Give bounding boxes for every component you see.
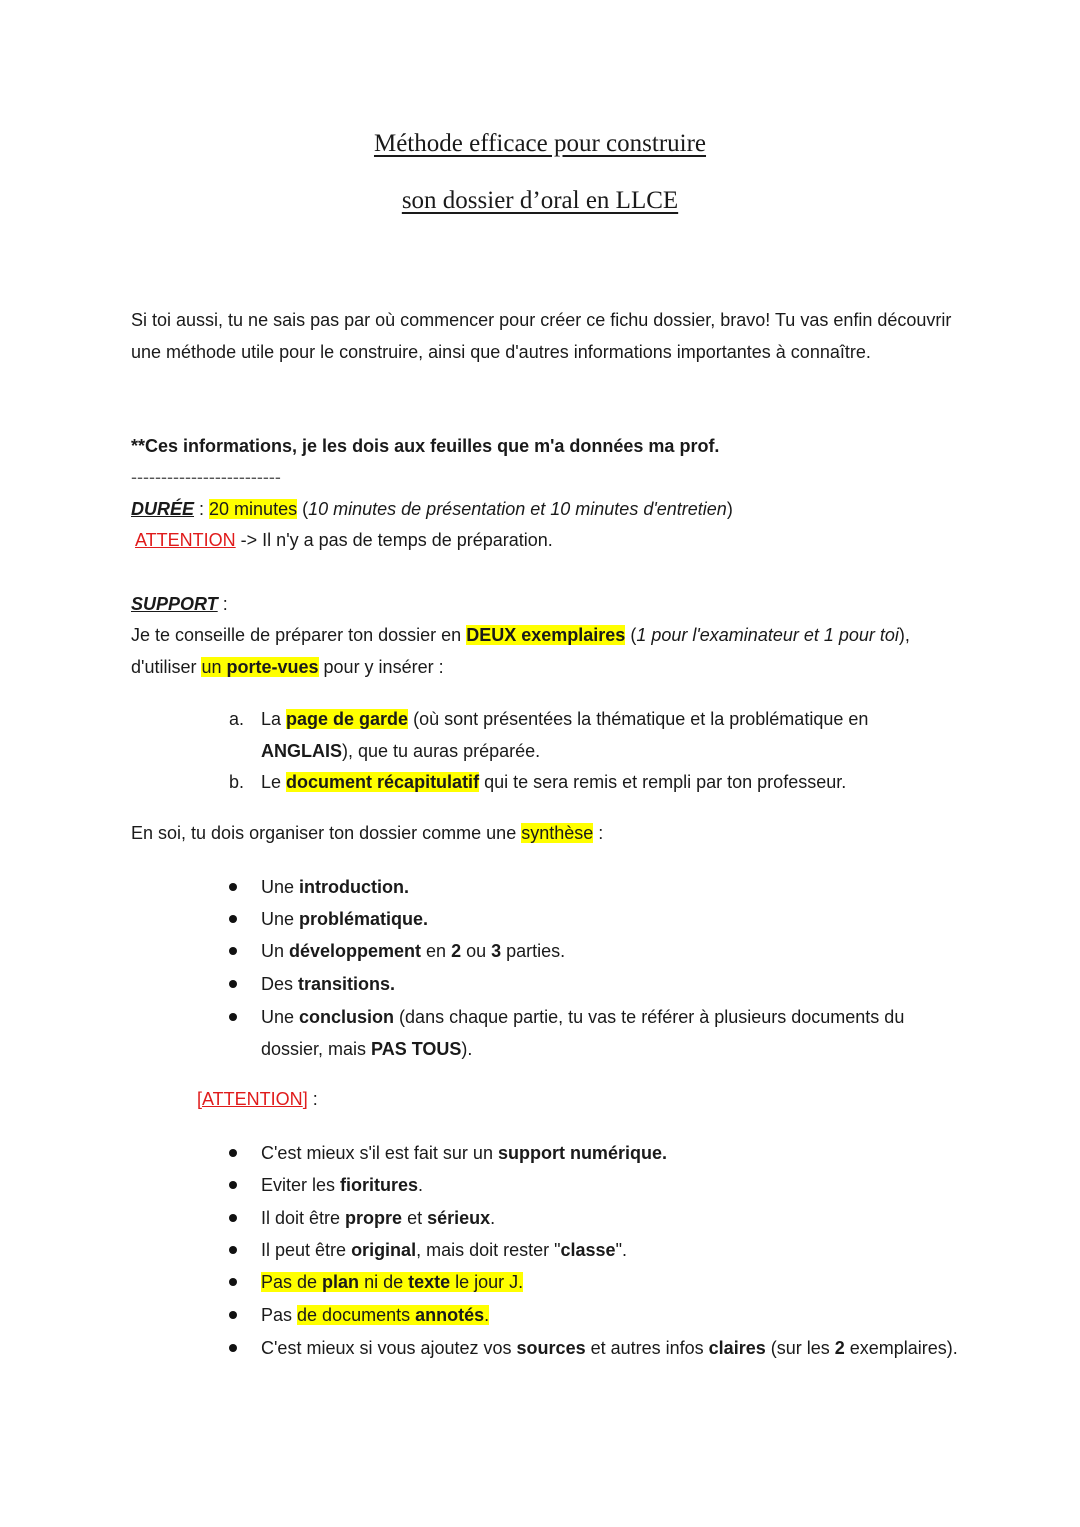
support-paren-close: ), [898, 625, 910, 645]
item-post: parties. [501, 941, 566, 961]
item-pre: Pas de [261, 1272, 323, 1292]
list-item [261, 1299, 961, 1331]
item-highlight: document récapitulatif [286, 772, 480, 792]
list-item [261, 1266, 961, 1298]
duree-paren-close: ) [726, 499, 733, 519]
attention-colon: : [307, 1089, 318, 1109]
item-bold: texte [408, 1272, 451, 1292]
item-bold: PAS TOUS [371, 1039, 462, 1059]
support-deux: DEUX exemplaires [466, 625, 626, 645]
item-bold: 3 [491, 941, 502, 961]
item-mid: et [402, 1208, 428, 1228]
page-title-line-1: Méthode efficace pour construire [373, 130, 707, 157]
item-bold: 2 [834, 1338, 845, 1358]
item-highlight: page de garde [286, 709, 409, 729]
item-mid: ni de [359, 1272, 409, 1292]
attention-text: -> Il n'y a pas de temps de préparation. [235, 530, 553, 550]
item-post: . [490, 1208, 496, 1228]
bullet-icon [229, 1181, 237, 1189]
item-pre: C'est mieux s'il est fait sur un [261, 1143, 498, 1163]
item-bold: 2 [451, 941, 462, 961]
list-item [261, 1169, 961, 1201]
item-bold: claires [708, 1338, 766, 1358]
list-item [261, 1332, 981, 1364]
item-highlight: de documents [297, 1305, 416, 1325]
item-post: exemplaires). [844, 1338, 958, 1358]
item-bold: classe [560, 1240, 616, 1260]
list-marker: a. [229, 709, 245, 729]
bullet-icon [229, 1013, 237, 1021]
bullet-icon [229, 1311, 237, 1319]
item-mid: en [421, 941, 452, 961]
attention-label: ATTENTION [135, 530, 236, 550]
item-pre: Pas [261, 1305, 298, 1325]
item-mid: , mais doit rester " [416, 1240, 561, 1260]
support-un: un [201, 656, 227, 677]
item-bold: problématique. [299, 909, 429, 929]
credit-note: **Ces informations, je les dois aux feuilles que m'a données ma prof. [131, 436, 720, 456]
list-item [261, 903, 961, 935]
list-item [261, 1137, 961, 1169]
support-p3: pour y insérer : [318, 656, 444, 677]
item-pre: Il doit être [261, 1208, 346, 1228]
duree-detail: 10 minutes de présentation et 10 minutes d'entretien [308, 499, 727, 519]
support-paren-open: ( [630, 625, 637, 645]
synthese-pre: En soi, tu dois organiser ton dossier comme une [131, 823, 522, 843]
bullet-icon [229, 1246, 237, 1254]
item-mid: ou [461, 941, 492, 961]
support-porte: porte-vues [226, 656, 319, 677]
support-colon: : [217, 594, 228, 614]
support-p1: Je te conseille de préparer ton dossier en [131, 625, 467, 645]
support-heading [131, 589, 961, 621]
item-pre: Le [261, 772, 287, 792]
support-paragraph [131, 620, 991, 683]
item-mid: (où sont présentées la thématique et la problématique en [408, 709, 869, 729]
attention-label: ATTENTION [202, 1089, 303, 1109]
item-post: le jour J. [450, 1272, 524, 1292]
list-item [261, 1234, 961, 1266]
item-bold: transitions. [298, 974, 396, 994]
attention-line [135, 525, 965, 557]
item-pre: Une [261, 877, 300, 897]
separator-line: ------------------------- [131, 467, 281, 487]
bullet-icon [229, 1344, 237, 1352]
item-pre: Une [261, 909, 300, 929]
item-post: . [484, 1305, 490, 1325]
synthese-line [131, 818, 961, 850]
item-mid: et autres infos [585, 1338, 709, 1358]
bullet-icon [229, 947, 237, 955]
item-pre: C'est mieux si vous ajoutez vos [261, 1338, 517, 1358]
support-label: SUPPORT [131, 594, 218, 614]
attention-heading [197, 1084, 1027, 1116]
item-post: qui te sera remis et rempli par ton professeur. [479, 772, 847, 792]
page-title-line-2: son dossier d’oral en LLCE [401, 187, 679, 214]
list-item [261, 968, 961, 1000]
item-bold: conclusion [299, 1007, 395, 1027]
item-bold: développement [289, 941, 422, 961]
list-item [261, 935, 961, 967]
item-pre: Il peut être [261, 1240, 352, 1260]
item-bold: plan [322, 1272, 360, 1292]
item-bold: propre [345, 1208, 403, 1228]
list-item [261, 871, 961, 903]
attention-bracket-close: ] [302, 1089, 308, 1109]
duree-label: DURÉE [131, 499, 195, 519]
duree-line [131, 494, 961, 526]
bullet-icon [229, 1278, 237, 1286]
attention-bracket-open: [ [197, 1089, 203, 1109]
duree-value: 20 minutes [209, 499, 298, 519]
item-bold: ANGLAIS [261, 741, 342, 761]
item-post: ). [461, 1039, 473, 1059]
intro-paragraph: Si toi aussi, tu ne sais pas par où commencer pour créer ce fichu dossier, bravo! Tu vas enfin découvrir une méthode utile pour le construire, ainsi que d'autres informations importantes à connaître. [131, 310, 952, 362]
bullet-icon [229, 1149, 237, 1157]
item-bold: sérieux [427, 1208, 491, 1228]
synthese-highlight: synthèse [521, 823, 594, 843]
item-bold: original [351, 1240, 417, 1260]
item-bold: fioritures [340, 1175, 419, 1195]
list-marker: b. [229, 772, 245, 792]
bullet-icon [229, 980, 237, 988]
item-pre: Un [261, 941, 290, 961]
item-mid: (dans chaque partie, tu vas te référer à plusieurs documents du dossier, mais [261, 1007, 905, 1059]
bullet-icon [229, 1214, 237, 1222]
item-post: ". [615, 1240, 627, 1260]
synthese-post: : [593, 823, 604, 843]
list-item [229, 703, 961, 767]
duree-paren-open: ( [302, 499, 309, 519]
item-mid: (sur les [765, 1338, 835, 1358]
support-paren-text: 1 pour l'examinateur et 1 pour toi [636, 625, 899, 645]
item-pre: La [261, 709, 287, 729]
item-bold: annotés [415, 1305, 485, 1325]
list-item [261, 1001, 961, 1065]
item-pre: Des [261, 974, 299, 994]
item-pre: Eviter les [261, 1175, 341, 1195]
list-item [229, 766, 961, 798]
item-post: . [418, 1175, 424, 1195]
item-pre: Une [261, 1007, 300, 1027]
item-bold: support numérique. [497, 1143, 667, 1163]
bullet-icon [229, 883, 237, 891]
item-bold: sources [516, 1338, 586, 1358]
bullet-icon [229, 915, 237, 923]
item-bold: introduction. [299, 877, 410, 897]
list-item [261, 1202, 961, 1234]
item-post: ), que tu auras préparée. [342, 741, 541, 761]
duree-sep: : [194, 499, 210, 519]
support-p2: d'utiliser [131, 656, 202, 677]
